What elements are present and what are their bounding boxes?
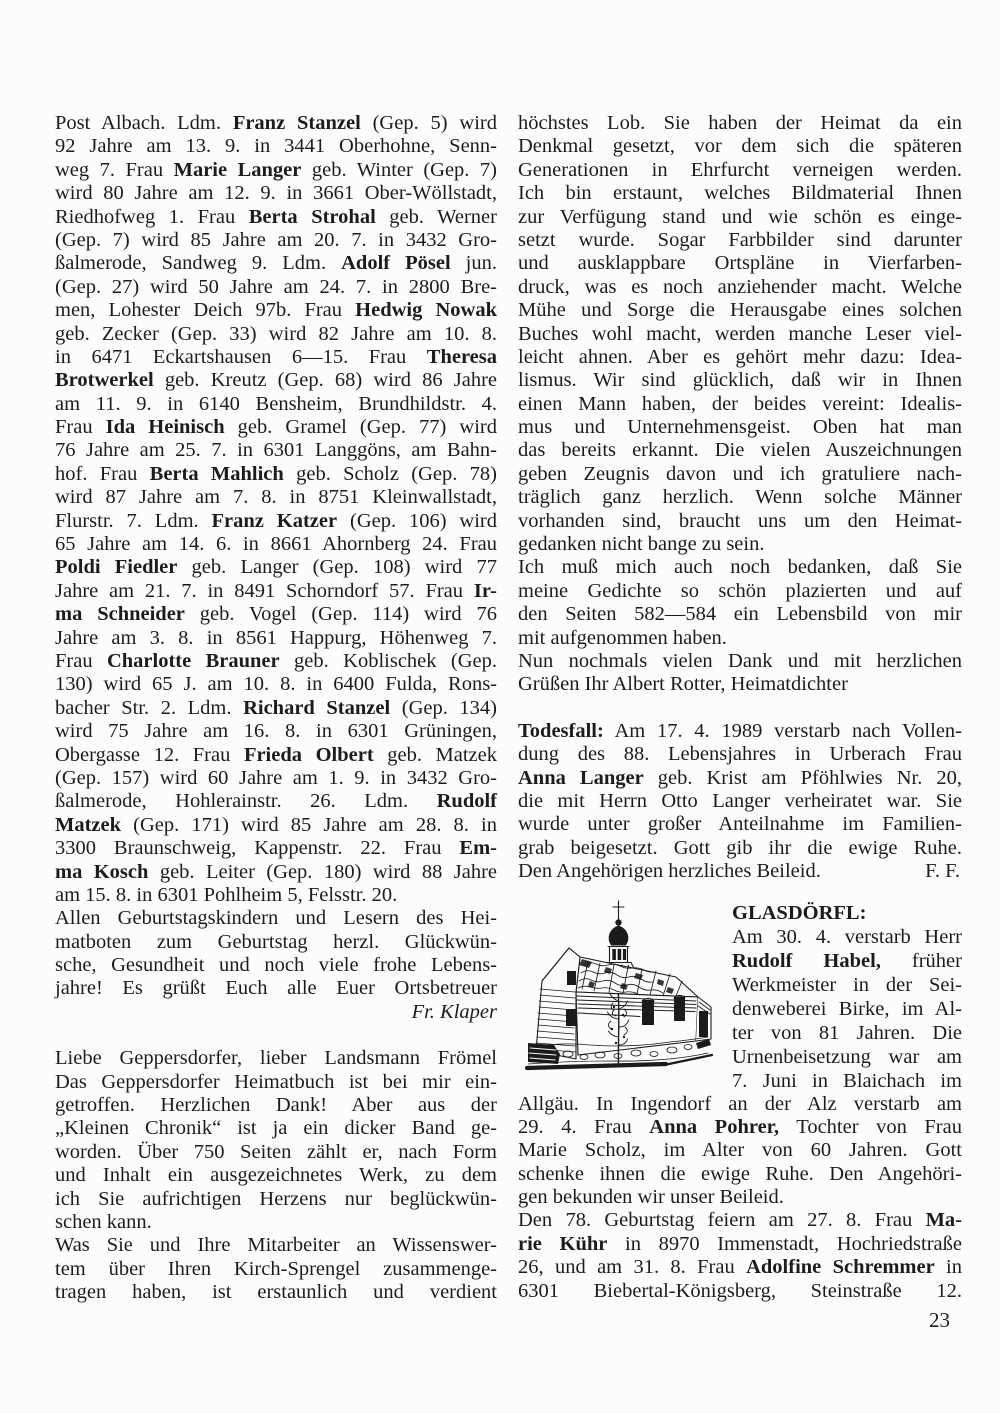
text-line: Ich muß mich auch noch bedanken, daß Sie xyxy=(518,556,962,579)
text-line: Brotwerkel geb. Kreutz (Gep. 68) wird 86 Jahre xyxy=(55,369,497,392)
text-line: tem über Ihren Kirch-Sprengel zusammenge- xyxy=(55,1257,497,1280)
text-line: und ausklappbare Ortspläne in Vierfarben- xyxy=(518,252,962,275)
text-line: 92 Jahre am 13. 9. in 3441 Oberhohne, Senn- xyxy=(55,135,497,158)
text-line: Jahre am 21. 7. in 8491 Schorndorf 57. Frau Ir- xyxy=(55,579,497,602)
text-line: die mit Herrn Otto Langer verheiratet war. Sie xyxy=(518,789,962,812)
text-line: (Gep. 157) wird 60 Jahre am 1. 9. in 3432 Gro- xyxy=(55,766,497,789)
text-line: wird 87 Jahre am 7. 8. in 8751 Kleinwallstadt, xyxy=(55,486,497,509)
text-line: Marie Scholz, im Alter von 60 Jahren. Gott xyxy=(518,1139,962,1162)
text-line: Frau Ida Heinisch geb. Gramel (Gep. 77) wird xyxy=(55,416,498,439)
text-line: ich Sie aufrichtigen Herzens nur beglückwün- xyxy=(55,1187,497,1210)
text-line: Obergasse 12. Frau Frieda Olbert geb. Matzek xyxy=(55,743,497,766)
text-line: gedanken nicht bange zu sein. xyxy=(518,533,765,556)
text-line: Flurstr. 7. Ldm. Franz Katzer (Gep. 106) wird xyxy=(55,509,497,532)
text-line: jahre! Es grüßt Euch alle Euer Ortsbetreuer xyxy=(55,977,497,1000)
text-line: Werkmeister in der Sei- xyxy=(732,973,962,996)
text-line: GLASDÖRFL: xyxy=(732,901,867,924)
text-line: Mühe und Sorge die Herausgabe eines solchen xyxy=(518,299,962,322)
text-line: Buches wohl macht, werden manche Leser viel- xyxy=(518,322,962,345)
text-line: druck, was es noch anziehender macht. Welche xyxy=(518,275,962,298)
text-line: leicht ahnen. Aber es gehört mehr dazu: Idea- xyxy=(518,345,962,368)
text-line: 6301 Biebertal-Königsberg, Steinstraße 12. xyxy=(518,1279,962,1302)
text-line: einen Mann haben, der beides vereint: Idealis- xyxy=(518,392,962,415)
text-line: Matzek (Gep. 171) wird 85 Jahre am 28. 8. in xyxy=(55,813,497,836)
text-line: Ich bin erstaunt, welches Bildmaterial Ihnen xyxy=(518,182,962,205)
text-line: bacher Str. 2. Ldm. Richard Stanzel (Gep. 134) xyxy=(55,696,498,719)
text-line: Am 30. 4. verstarb Herr xyxy=(732,925,962,948)
text-line: ter von 81 Jahren. Die xyxy=(732,1021,962,1044)
text-line: und Inhalt ein ausgezeichnetes Werk, zu dem xyxy=(55,1164,497,1187)
text-line: wird 75 Jahre am 16. 8. in 6301 Grüningen, xyxy=(55,720,497,743)
text-line: Liebe Geppersdorfer, lieber Landsmann Frömel xyxy=(55,1047,497,1070)
text-line: Rudolf Habel, früher xyxy=(732,949,962,972)
text-line: denweberei Birke, im Al- xyxy=(732,997,962,1020)
text-line: gen bekunden wir unser Beileid. xyxy=(518,1186,784,1209)
text-line: „Kleinen Chronik“ ist ja ein dicker Band ge- xyxy=(55,1117,497,1140)
text-line: 29. 4. Frau Anna Pohrer, Tochter von Frau xyxy=(518,1115,962,1138)
text-line: meine Gedichte so schön plazierten und auf xyxy=(518,579,962,602)
text-line: das bereits erkannt. Die vielen Auszeichnungen xyxy=(518,439,962,462)
text-line: träglich ganz herzlich. Wenn solche Männer xyxy=(518,486,962,509)
text-line: ma Kosch geb. Leiter (Gep. 180) wird 88 Jahre xyxy=(55,860,497,883)
text-line: 26, und am 31. 8. Frau Adolfine Schremmer in xyxy=(518,1256,962,1279)
text-line: geb. Zecker (Gep. 33) wird 82 Jahre am 10. 8. xyxy=(55,322,497,345)
text-line: Den 78. Geburtstag feiern am 27. 8. Frau Ma- xyxy=(518,1209,962,1232)
text-line: in 6471 Eckartshausen 6—15. Frau Theresa xyxy=(55,345,497,368)
text-line: dung des 88. Lebensjahres in Urberach Frau xyxy=(518,743,962,766)
text-line: Frau Charlotte Brauner geb. Koblischek (Gep. xyxy=(55,649,498,672)
text-line: schen kann. xyxy=(55,1210,152,1233)
text-line: vorhanden sind, braucht uns um den Heimat- xyxy=(518,509,962,532)
text-line: getroffen. Herzlichen Dank! Aber aus der xyxy=(55,1094,497,1117)
text-line: 130) wird 65 J. am 10. 8. in 6400 Fulda, Rons- xyxy=(55,673,497,696)
obituary-figure-row xyxy=(518,895,962,1093)
church-drawing-icon xyxy=(518,897,718,1079)
text-line: Todesfall: Am 17. 4. 1989 verstarb nach Vollen- xyxy=(518,719,962,742)
text-line: wurde unter großer Anteilnahme im Familien- xyxy=(518,813,962,836)
text-line: den Seiten 582—584 ein Lebensbild von mir xyxy=(518,603,962,626)
text-line: rie Kühr in 8970 Immenstadt, Hochriedstraße xyxy=(518,1232,962,1255)
text-line: Anna Langer geb. Krist am Pföhlwies Nr. 20, xyxy=(518,766,962,789)
text-line: 7. Juni in Blaichach im xyxy=(732,1069,962,1092)
text-line: geben Zeugnis davon und ich gratuliere nach- xyxy=(518,462,962,485)
text-line: matboten zum Geburtstag herzl. Glückwün- xyxy=(55,930,497,953)
text-line: Urnenbeisetzung war am xyxy=(732,1045,962,1068)
text-line: schenke ihnen die ewige Ruhe. Den Angehöri- xyxy=(518,1162,962,1185)
text-line: weg 7. Frau Marie Langer geb. Winter (Gep. 7) xyxy=(55,158,497,181)
text-line: wird 80 Jahre am 12. 9. in 3661 Ober-Wöllstadt, xyxy=(55,182,497,205)
paragraph-gap xyxy=(518,697,962,720)
text-line: Fr. Klaper xyxy=(411,1000,497,1023)
text-line: Allen Geburtstagskindern und Lesern des Hei- xyxy=(55,907,497,930)
text-line: men, Lohester Deich 97b. Frau Hedwig Nowak xyxy=(55,299,497,322)
text-line: sche, Gesundheit und noch viele frohe Lebens- xyxy=(55,954,497,977)
text-line: ßalmerode, Sandweg 9. Ldm. Adolf Pösel jun. xyxy=(55,252,497,275)
text-line: zur Verfügung stand und wie schön es einge- xyxy=(518,205,962,228)
glasdoerfl-obituary-text xyxy=(732,895,962,1093)
text-line: höchstes Lob. Sie haben der Heimat da ein xyxy=(518,112,962,134)
paragraph-gap xyxy=(55,1024,497,1047)
text-line: am 11. 9. in 6140 Bensheim, Brundhildstr. 4. xyxy=(55,392,497,415)
text-line: hof. Frau Berta Mahlich geb. Scholz (Gep. 78) xyxy=(55,462,498,485)
text-line: 3300 Braunschweig, Kappenstr. 22. Frau Em- xyxy=(55,837,497,860)
page-number: 23 xyxy=(929,1308,950,1332)
text-line: worden. Über 750 Seiten zählt er, nach Form xyxy=(55,1140,497,1163)
text-line: Denkmal gesetzt, vor dem sich die späteren xyxy=(518,135,962,158)
church-illustration xyxy=(518,895,721,1093)
text-line: Nun nochmals vielen Dank und mit herzlichen xyxy=(518,649,962,672)
text-line: ßalmerode, Hohlerainstr. 26. Ldm. Rudolf xyxy=(55,790,497,813)
text-line: 65 Jahre am 14. 6. in 8661 Ahornberg 24. Frau xyxy=(55,533,497,556)
text-line: Riedhofweg 1. Frau Berta Strohal geb. Werner xyxy=(55,205,497,228)
text-line: am 15. 8. in 6301 Pohlheim 5, Felsstr. 20. xyxy=(55,883,398,906)
text-line: Poldi Fiedler geb. Langer (Gep. 108) wird 77 xyxy=(55,556,497,579)
right-column-bottom-text xyxy=(518,1093,962,1304)
text-line: ma Schneider geb. Vogel (Gep. 114) wird 76 xyxy=(55,603,497,626)
text-line: Jahre am 3. 8. in 8561 Happurg, Höhenweg 7. xyxy=(55,626,497,649)
text-line: Allgäu. In Ingendorf an der Alz verstarb am xyxy=(518,1092,962,1115)
text-line: Post Albach. Ldm. Franz Stanzel (Gep. 5) wird xyxy=(55,112,497,134)
text-line: grab beigesetzt. Gott gib ihr die ewige Ruhe. xyxy=(518,836,962,859)
text-line: Was Sie und Ihre Mitarbeiter an Wissenswer- xyxy=(55,1234,497,1257)
right-column xyxy=(518,112,962,1303)
text-line: mit aufgenommen haben. xyxy=(518,626,727,649)
text-line: 76 Jahre am 25. 7. in 6301 Langgöns, am Bahn- xyxy=(55,439,497,462)
line-right-text: F. F. xyxy=(925,860,960,883)
text-line: lismus. Wir sind glücklich, daß wir in Ihnen xyxy=(518,369,962,392)
right-column-top-text xyxy=(518,112,962,884)
text-line: mus und Unternehmensgeist. Oben hat man xyxy=(518,416,962,439)
text-line: tragen haben, ist erstaunlich und verdient xyxy=(55,1281,497,1304)
text-line: (Gep. 7) wird 85 Jahre am 20. 7. in 3432 Gro- xyxy=(55,228,497,251)
text-line: setzt wurde. Sogar Farbbilder sind darunter xyxy=(518,228,962,251)
text-line: Generationen in Ehrfurcht verneigen werden. xyxy=(518,158,962,181)
left-column xyxy=(55,112,497,1305)
text-line: Grüßen Ihr Albert Rotter, Heimatdichter xyxy=(518,673,848,696)
text-line: (Gep. 27) wird 50 Jahre am 24. 7. in 2800 Bre- xyxy=(55,275,497,298)
text-line: Den Angehörigen herzliches Beileid. F. F. xyxy=(518,860,960,883)
text-line: Das Geppersdorfer Heimatbuch ist bei mir ein- xyxy=(55,1070,497,1093)
